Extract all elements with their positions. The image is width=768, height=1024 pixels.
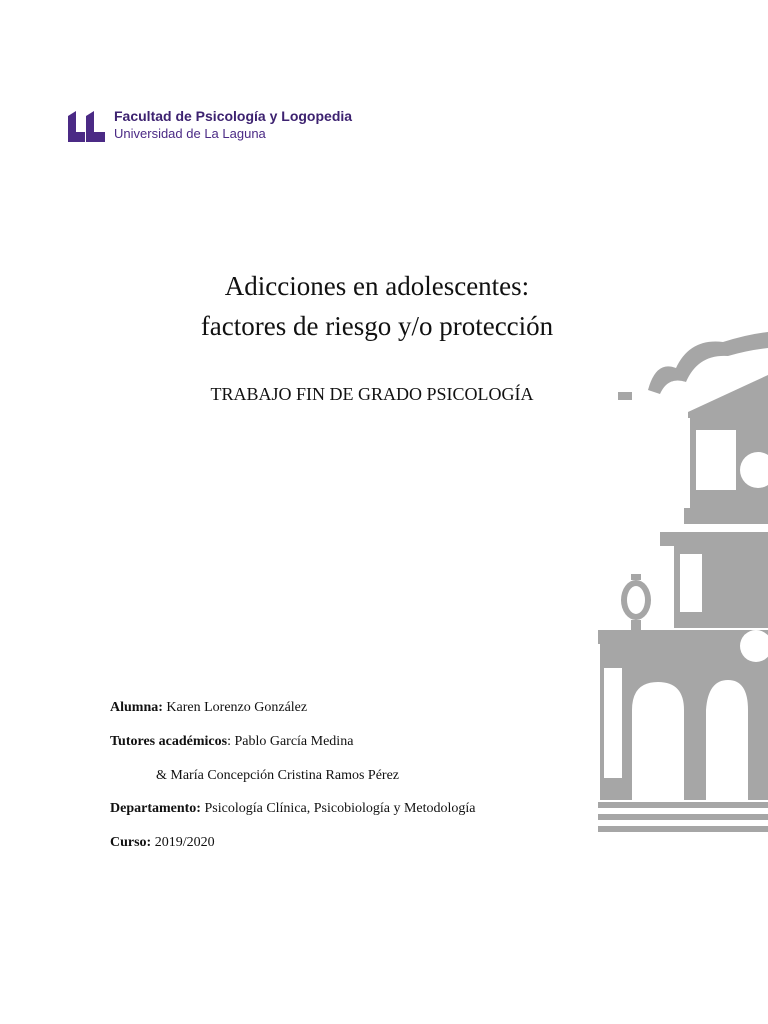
document-title-line-1: Adicciones en adolescentes: bbox=[224, 271, 530, 301]
document-subtitle: TRABAJO FIN DE GRADO PSICOLOGÍA bbox=[210, 384, 534, 404]
department-row bbox=[110, 801, 476, 817]
faculty-logo bbox=[68, 108, 352, 142]
ull-logo-icon bbox=[68, 108, 106, 142]
tutors-label: Tutores académicos bbox=[110, 734, 228, 749]
tutors-value: : Pablo García Medina bbox=[227, 734, 354, 749]
tutors-row-2 bbox=[156, 768, 399, 784]
course-value: 2019/2020 bbox=[151, 835, 215, 850]
building-watermark-icon bbox=[598, 330, 768, 835]
student-value: Karen Lorenzo González bbox=[162, 700, 308, 715]
tutors-value-2: & María Concepción Cristina Ramos Pérez bbox=[156, 768, 399, 783]
student-row bbox=[110, 700, 307, 716]
document-title-line-2: factores de riesgo y/o protección bbox=[200, 311, 554, 341]
course-row bbox=[110, 835, 215, 851]
university-name: Universidad de La Laguna bbox=[114, 126, 266, 141]
department-value: Psicología Clínica, Psicobiología y Metodología bbox=[200, 801, 476, 816]
tutors-row bbox=[110, 734, 353, 750]
course-label: Curso: bbox=[110, 835, 152, 850]
student-label: Alumna: bbox=[110, 700, 163, 715]
department-label: Departamento: bbox=[110, 801, 201, 816]
faculty-name: Facultad de Psicología y Logopedia bbox=[114, 108, 353, 124]
